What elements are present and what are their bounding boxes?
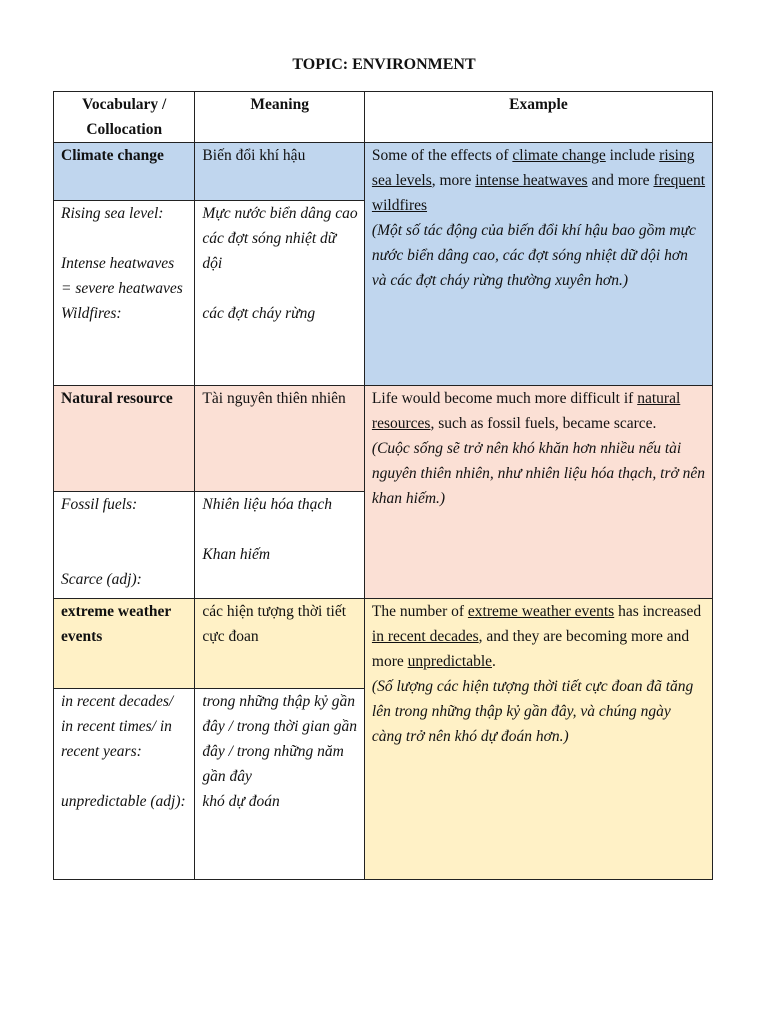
meaning-extreme-weather: các hiện tượng thời tiết cực đoan xyxy=(195,599,365,689)
sub-meanings-climate: Mực nước biển dâng cao các đợt sóng nhiệt dữ dội các đợt cháy rừng xyxy=(195,201,365,386)
sub-meanings-extreme: trong những thập kỷ gần đây / trong thời gian gần đây / trong những năm gần đây khó dự đoán xyxy=(195,689,365,880)
underlined-term: rising sea levels xyxy=(371,147,695,189)
underlined-term: climate change xyxy=(512,147,606,164)
table-row xyxy=(54,143,713,201)
sub-meanings-natural: Nhiên liệu hóa thạch Khan hiếm xyxy=(195,492,365,599)
underlined-term: extreme weather events xyxy=(467,603,615,620)
page-title: TOPIC: ENVIRONMENT xyxy=(292,56,476,73)
underlined-term: intense heatwaves xyxy=(475,172,588,189)
example-translation: càng trở nên khó dự đoán hơn.) xyxy=(371,728,569,745)
example-climate-change: Some of the effects of climate change include rising sea levels, more intense heatwaves and more frequent wildfires (Một số tác động của biến đổi khí hậu bao gồm mực nước biển dâng cao, các đợt sóng nhiệt dữ dội hơn và các đợt cháy rừng thường xuyên hơn.) xyxy=(364,143,712,386)
table-row xyxy=(54,599,713,689)
term-natural-resource: Natural resource xyxy=(54,386,195,492)
underlined-term: in recent decades xyxy=(371,628,479,645)
meaning-natural-resource: Tài nguyên thiên nhiên xyxy=(195,386,365,492)
example-translation: (Số lượng các hiện tượng thời tiết cực đoan đã tăng lên trong những thập kỷ gần đây, và chúng ngày xyxy=(371,678,694,720)
example-translation: (Cuộc sống sẽ trở nên khó khăn hơn nhiều nếu tài nguyên thiên nhiên, như nhiên liệu hóa thạch, trở nên khan hiếm.) xyxy=(371,440,706,507)
underlined-term: frequent wildfires xyxy=(371,172,706,214)
term-climate-change: Climate change xyxy=(54,143,195,201)
example-translation: (Một số tác động của biến đổi khí hậu bao gồm mực nước biển dâng cao, các đợt sóng nhiệt dữ dội hơn và các đợt cháy rừng thường xuyên hơn.) xyxy=(371,222,696,289)
header-meaning: Meaning xyxy=(195,92,365,143)
header-example: Example xyxy=(364,92,712,143)
vocabulary-table xyxy=(53,91,713,880)
header-vocabulary: Vocabulary / Collocation xyxy=(54,92,195,143)
underlined-term: unpredictable xyxy=(407,653,493,670)
table-row xyxy=(54,386,713,492)
example-natural-resource: Life would become much more difficult if natural resources, such as fossil fuels, became scarce. (Cuộc sống sẽ trở nên khó khăn hơn nhiều nếu tài nguyên thiên nhiên, như nhiên liệu hóa thạch, trở nên khan hiếm.) xyxy=(364,386,712,599)
term-extreme-weather: extreme weather events xyxy=(54,599,195,689)
underlined-term: natural resources xyxy=(371,390,681,432)
sub-terms-natural: Fossil fuels: Scarce (adj): xyxy=(54,492,195,599)
sub-terms-climate: Rising sea level: Intense heatwaves = severe heatwaves Wildfires: xyxy=(54,201,195,386)
example-extreme-weather: The number of extreme weather events has increased in recent decades, and they are becoming more and more unpredictable. (Số lượng các hiện tượng thời tiết cực đoan đã tăng lên trong những thập kỷ gần đây, và chúng ngày càng trở nên khó dự đoán hơn.) xyxy=(364,599,712,880)
sub-terms-extreme: in recent decades/ in recent times/ in recent years: unpredictable (adj): xyxy=(54,689,195,880)
table-header-row xyxy=(54,92,713,143)
meaning-climate-change: Biến đổi khí hậu xyxy=(195,143,365,201)
